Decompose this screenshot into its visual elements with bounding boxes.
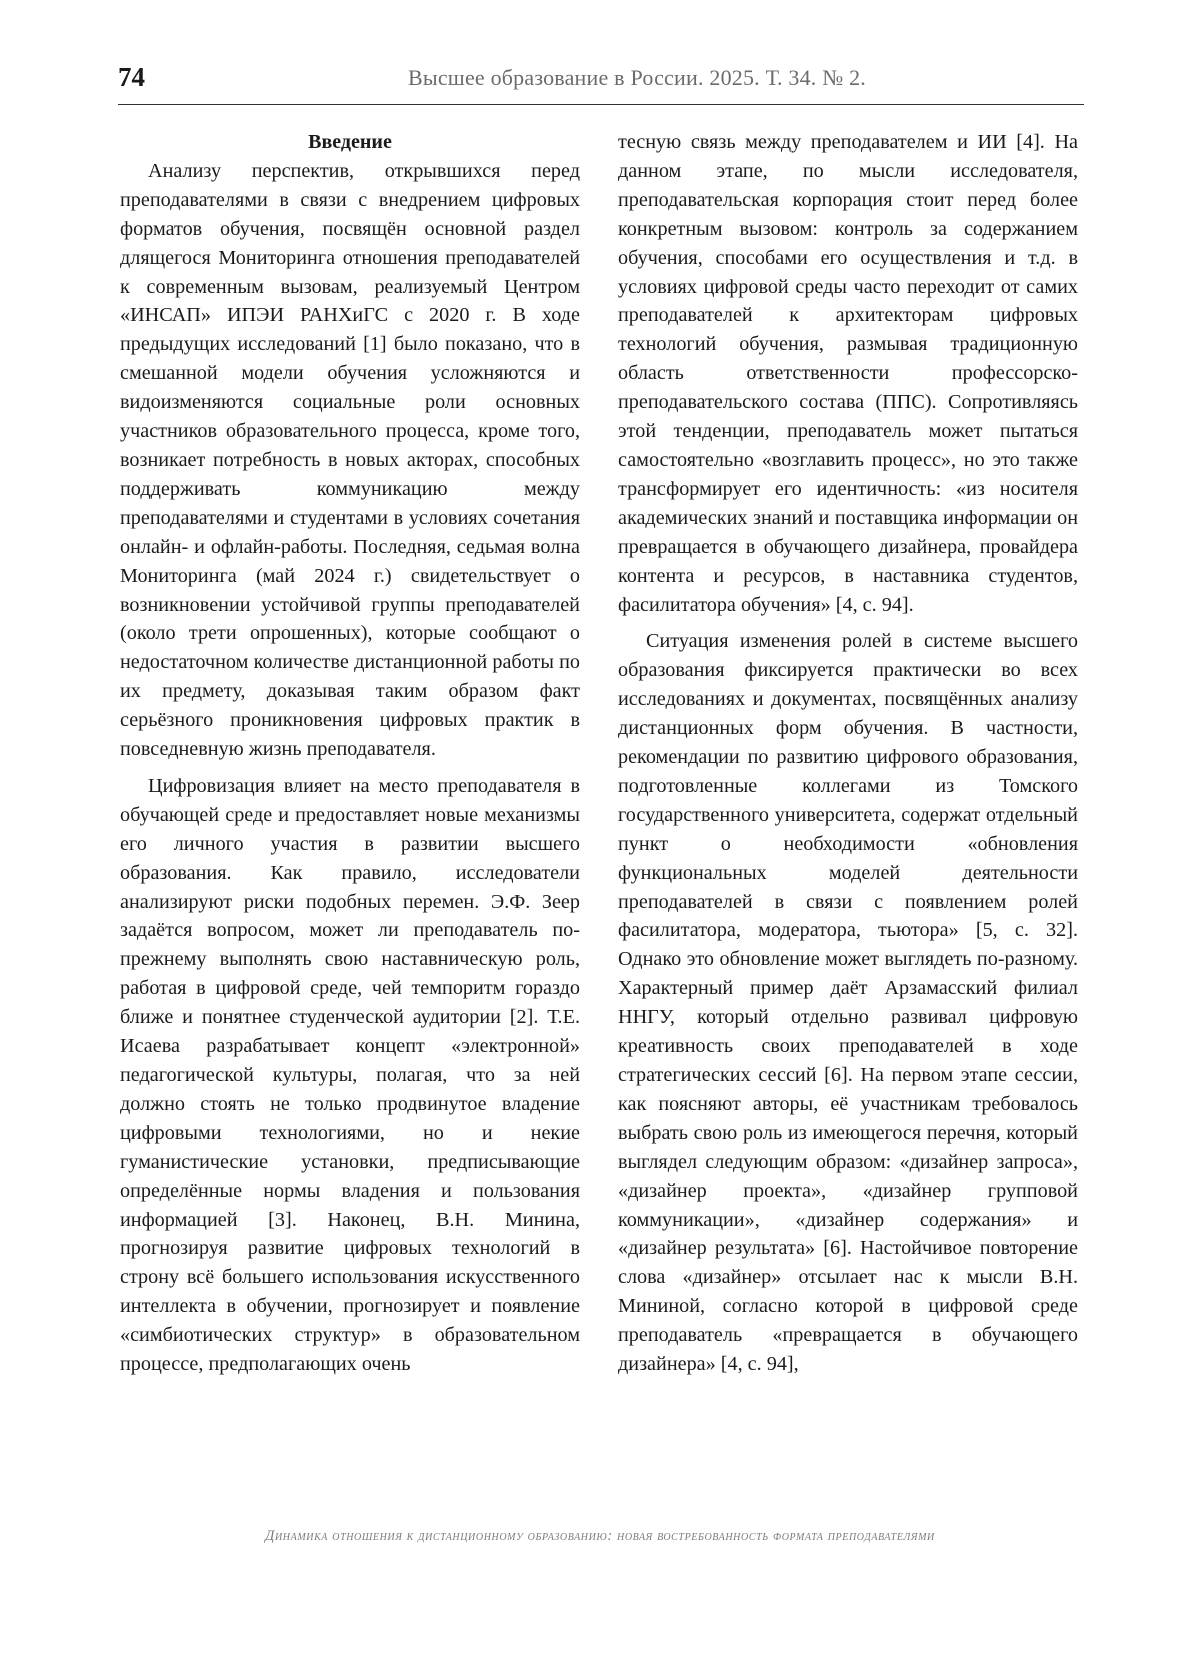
paragraph: Анализу перспектив, открывшихся перед преподавателями в связи с внедрением цифровых форматов обучения, посвящён основной раздел длящегося Мониторинга отношения преподавателей к современным вызовам, реализуемый Центром «ИНСАП» ИПЭИ РАНХиГС с 2020 г. В ходе предыдущих исследований [1] было показано, что в смешанной модели обучения усложняются и видоизменяются социальные роли основных участников образовательного процесса, кроме того, возникает потребность в новых акторах, способных поддерживать коммуникацию между преподавателями и студентами в условиях сочетания онлайн- и офлайн-работы. Последняя, седьмая волна Мониторинга (май 2024 г.) свидетельствует о возникновении устойчивой группы преподавателей (около трети опрошенных), которые сообщают о недостаточном количестве дистанционной работы по их предмету, доказывая таким образом факт серьёзного проникновения цифровых практик в повседневную жизнь преподавателя. [120,159,580,761]
journal-running-title: Высшее образование в России. 2025. Т. 34. № 2. [407,65,866,90]
paragraph-continued: тесную связь между преподавателем и ИИ [4]. На данном этапе, по мысли исследователя, преподавательская корпорация стоит перед более конкретным вызовом: контроль за содержанием обучения, способами его осуществления и т.д. в условиях цифровой среды часто переходит от самих преподавателей к архитекторам цифровых технологий обучения, размывая традиционную область ответственности профессорско-преподавательского состава (ППС). Сопротивляясь этой тенденции, преподаватель может пытаться самостоятельно «возглавить процесс», но это также трансформирует его идентичность: «из носителя академических знаний и поставщика информации он превращается в обучающего дизайнера, провайдера контента и ресурсов, в наставника студентов, фасилитатора обучения» [4, с. 94]. [618,131,1078,616]
left-column [120,128,580,1379]
section-heading: Введение [308,131,392,153]
paragraph: Цифровизация влияет на место преподавателя в обучающей среде и предоставляет новые механизмы его личного участия в развитии высшего образования. Как правило, исследователи анализируют риски подобных перемен. Э.Ф. Зеер задаётся вопросом, может ли преподаватель по-прежнему выполнять свою наставническую роль, работая в цифровой среде, чей темпоритм гораздо ближе и понятнее студенческой аудитории [2]. Т.Е. Исаева разрабатывает концепт «электронной» педагогической культуры, полагая, что за ней должно стоять не только продвинутое владение цифровыми технологиями, но и некие гуманистические установки, предписывающие определённые нормы владения и пользования информацией [3]. Наконец, В.Н. Минина, прогнозируя развитие цифровых технологий в строну всё большего использования искусственного интеллекта в обучении, прогнозирует и появление «симбиотических структур» в образовательном процессе, предполагающих очень [120,774,580,1376]
page-number: 74 [118,62,145,92]
footer-article-title: Динамика отношения к дистанционному образованию: новая востребованность формата преподавателями [265,1528,935,1544]
paragraph: Ситуация изменения ролей в системе высшего образования фиксируется практически во всех исследованиях и документах, посвящённых анализу дистанционных форм обучения. В частности, рекомендации по развитию цифрового образования, подготовленные коллегами из Томского государственного университета, содержат отдельный пункт о необходимости «обновления функциональных моделей деятельности преподавателей в связи с появлением ролей фасилитатора, модератора, тьютора» [5, с. 32]. Однако это обновление может выглядеть по-разному. Характерный пример даёт Арзамасский филиал ННГУ, который отдельно развивал цифровую креативность своих преподавателей в ходе стратегических сессий [6]. На первом этапе сессии, как поясняют авторы, её участникам требовалось выбрать свою роль из имеющегося перечня, который выглядел следующим образом: «дизайнер запроса», «дизайнер проекта», «дизайнер групповой коммуникации», «дизайнер содержания» и «дизайнер результата» [6]. Настойчивое повторение слова «дизайнер» отсылает нас к мысли В.Н. Мининой, согласно которой в цифровой среде преподаватель «превращается в обучающего дизайнера» [4, с. 94], [618,630,1078,1376]
right-column [618,128,1078,1379]
header-rule [118,104,1084,105]
page-header [118,62,1084,106]
